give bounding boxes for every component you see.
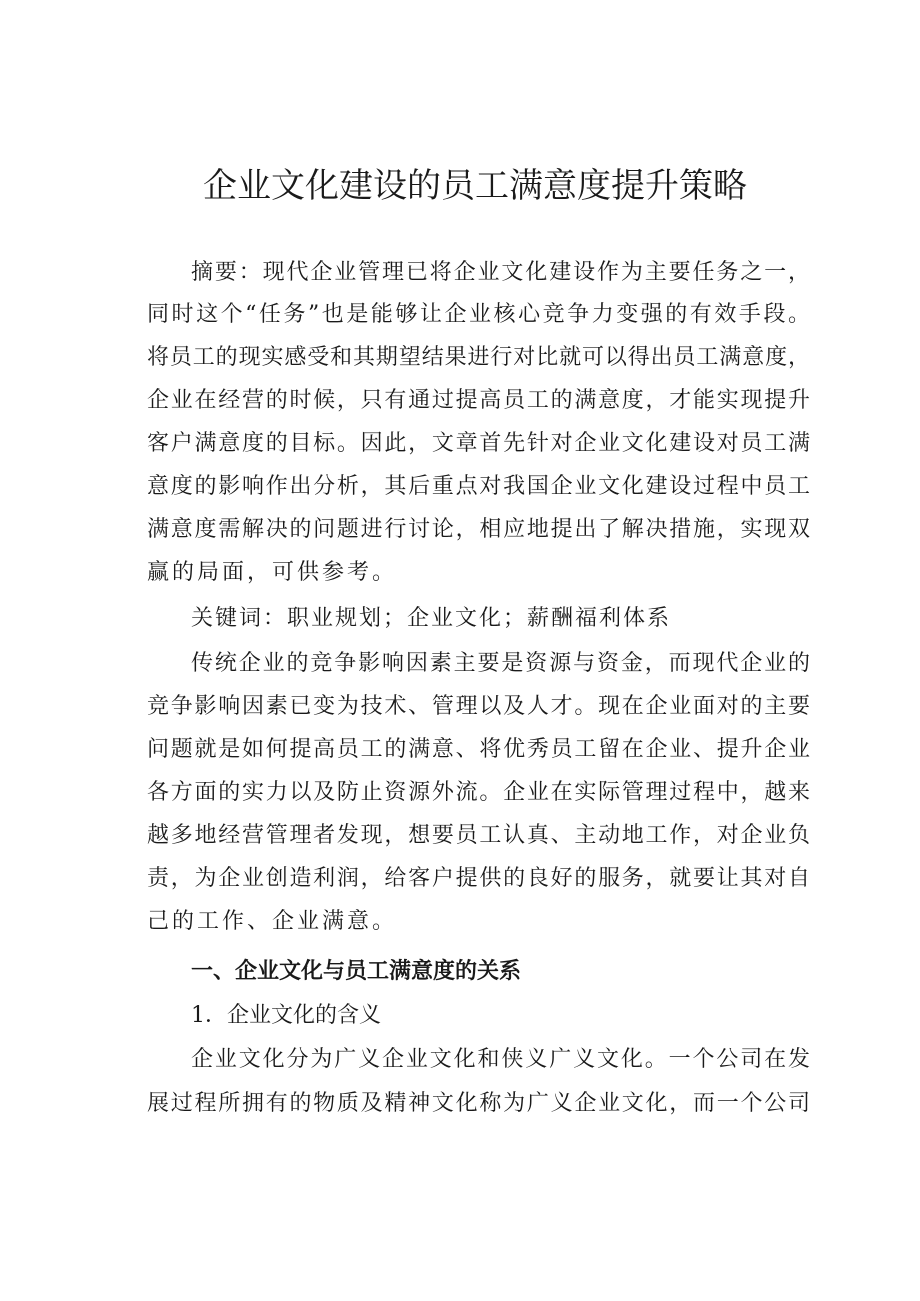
section-heading: 一、企业文化与员工满意度的关系 [191, 959, 522, 984]
text-line: 传统企业的竞争影响因素主要是资源与资金，而现代企业的 [191, 651, 810, 676]
keywords: 关键词：职业规划；企业文化；薪酬福利体系 [191, 606, 672, 631]
text-line: 企业在经营的时候，只有通过提高员工的满意度，才能实现提升 [147, 388, 810, 413]
text-line: 问题就是如何提高员工的满意、将优秀员工留在企业、提升企业 [147, 737, 810, 762]
document-title: 企业文化建设的员工满意度提升策略 [203, 166, 747, 206]
text-line: 同时这个“任务”也是能够让企业核心竞争力变强的有效手段。 [147, 302, 810, 327]
text-line: 意度的影响作出分析，其后重点对我国企业文化建设过程中员工 [147, 474, 810, 499]
text-line: 展过程所拥有的物质及精神文化称为广义企业文化，而一个公司 [147, 1091, 810, 1116]
text-line: 企业文化分为广义企业文化和侠义广义文化。一个公司在发 [191, 1047, 810, 1072]
text-line: 责，为企业创造利润，给客户提供的良好的服务，就要让其对自 [147, 866, 810, 891]
text-line: 越多地经营管理者发现，想要员工认真、主动地工作，对企业负 [147, 823, 810, 848]
text-line: 将员工的现实感受和其期望结果进行对比就可以得出员工满意度， [147, 345, 810, 370]
subsection-heading: 1．企业文化的含义 [191, 1003, 381, 1028]
text-line: 各方面的实力以及防止资源外流。企业在实际管理过程中，越来 [147, 780, 810, 805]
text-line: 己的工作、企业满意。 [147, 909, 398, 934]
text-line: 客户满意度的目标。因此，文章首先针对企业文化建设对员工满 [147, 431, 810, 456]
text-line: 赢的局面，可供参考。 [147, 560, 398, 585]
text-line: 竞争影响因素已变为技术、管理以及人才。现在企业面对的主要 [147, 694, 810, 719]
text-line: 摘要：现代企业管理已将企业文化建设作为主要任务之一， [191, 260, 810, 285]
text-line: 满意度需解决的问题进行讨论，相应地提出了解决措施，实现双 [147, 517, 810, 542]
